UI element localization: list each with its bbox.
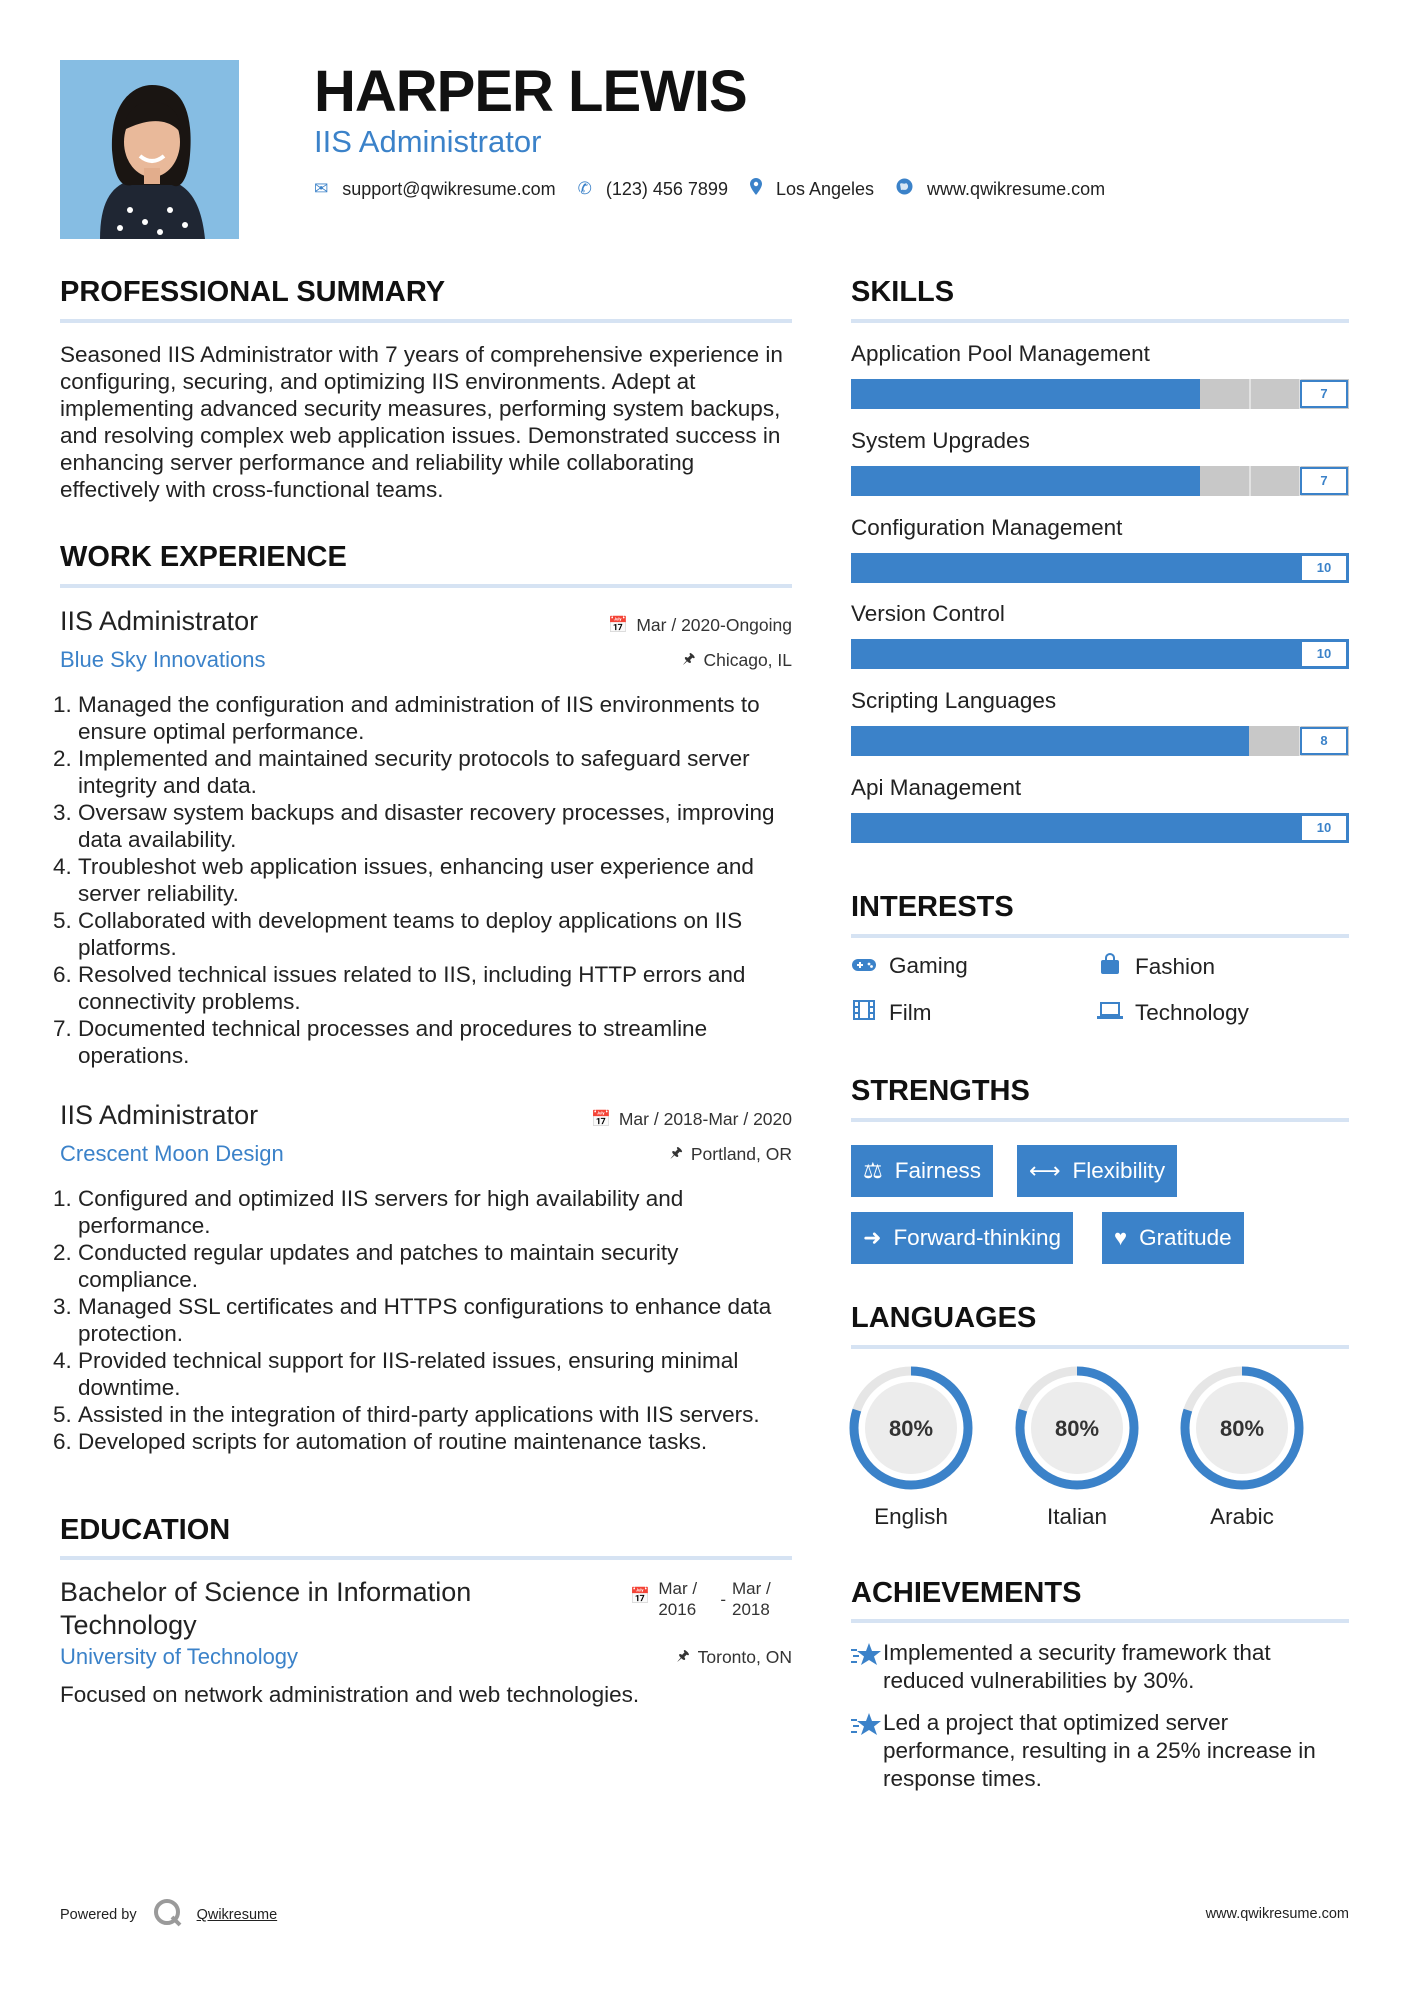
skill-bar bbox=[851, 726, 1349, 756]
envelope-icon: ✉ bbox=[314, 179, 329, 198]
skill-name: Application Pool Management bbox=[851, 341, 1150, 366]
skill-bar-segment bbox=[1249, 466, 1251, 496]
strength-tag bbox=[851, 1212, 1073, 1264]
skill-bar-segment bbox=[1249, 379, 1251, 409]
language-percent: 80% bbox=[1054, 1416, 1100, 1441]
education-end: Mar / 2018 bbox=[732, 1579, 771, 1619]
job-entry bbox=[60, 1100, 792, 1455]
job-location bbox=[670, 1142, 792, 1166]
job-bullets bbox=[60, 1185, 792, 1455]
strength-label: Gratitude bbox=[1139, 1225, 1232, 1250]
education-date-separator: - bbox=[720, 1590, 726, 1609]
interest-item bbox=[851, 953, 968, 979]
contact-email-text: support@qwikresume.com bbox=[342, 178, 556, 199]
languages-rule bbox=[851, 1345, 1349, 1349]
language-ring bbox=[1180, 1366, 1304, 1490]
contact-phone[interactable] bbox=[578, 179, 728, 200]
heart-icon: ♥ bbox=[1114, 1225, 1128, 1250]
education-location bbox=[677, 1645, 792, 1669]
strength-label: Forward-thinking bbox=[893, 1225, 1062, 1250]
experience-heading: WORK EXPERIENCE bbox=[60, 541, 347, 573]
language-ring bbox=[849, 1366, 973, 1490]
skill-value: 7 bbox=[1300, 380, 1348, 408]
job-role: IIS Administrator bbox=[60, 606, 259, 636]
globe-icon bbox=[896, 178, 913, 200]
job-entry bbox=[60, 606, 792, 1069]
pushpin-icon: 🖈 bbox=[676, 1647, 690, 1663]
achievement-text: Led a project that optimized server performance, resulting in a 25% increase in response times. bbox=[883, 1710, 1316, 1791]
skill-item bbox=[851, 428, 1349, 496]
skill-bar-fill bbox=[851, 726, 1249, 756]
arrow-right-icon: ➜ bbox=[863, 1225, 882, 1250]
balance-scale-icon: ⚖ bbox=[863, 1158, 883, 1183]
strengths-rule bbox=[851, 1118, 1349, 1122]
list-item: 6. Developed scripts for automation of routine maintenance tasks. bbox=[78, 1428, 792, 1455]
language-percent: 80% bbox=[888, 1416, 934, 1441]
summary-heading: PROFESSIONAL SUMMARY bbox=[60, 276, 446, 308]
skill-name: Version Control bbox=[851, 601, 1005, 626]
calendar-icon: 📅 bbox=[630, 1588, 651, 1605]
contact-email[interactable] bbox=[314, 179, 556, 200]
education-dates bbox=[630, 1578, 792, 1642]
skill-item bbox=[851, 775, 1349, 843]
skill-bar-fill bbox=[851, 639, 1349, 669]
skill-value: 7 bbox=[1300, 467, 1348, 495]
skill-bar bbox=[851, 813, 1349, 843]
list-item: 1. Configured and optimized IIS servers for high availability and performance. bbox=[78, 1185, 792, 1239]
pushpin-icon: 🖈 bbox=[669, 1144, 683, 1160]
education-rule bbox=[60, 1556, 792, 1560]
achievement-item bbox=[851, 1639, 1349, 1695]
list-item: 7. Documented technical processes and procedures to streamline operations. bbox=[78, 1015, 792, 1069]
film-icon bbox=[851, 1000, 877, 1026]
profile-photo-illustration bbox=[60, 60, 239, 239]
skill-bar bbox=[851, 379, 1349, 409]
skills-rule bbox=[851, 319, 1349, 323]
job-location bbox=[683, 648, 792, 672]
education-note: Focused on network administration and web technologies. bbox=[60, 1682, 640, 1707]
footer-powered-by bbox=[60, 1898, 277, 1932]
shopping-bag-icon bbox=[1097, 953, 1123, 981]
list-item: 2. Implemented and maintained security protocols to safeguard server integrity and data. bbox=[78, 745, 792, 799]
language-percent: 80% bbox=[1219, 1416, 1265, 1441]
summary-rule bbox=[60, 319, 792, 323]
calendar-icon: 📅 bbox=[608, 617, 629, 634]
job-dates bbox=[608, 615, 792, 636]
list-item: 6. Resolved technical issues related to IIS, including HTTP errors and connectivity problems. bbox=[78, 961, 792, 1015]
map-pin-icon bbox=[750, 178, 762, 200]
list-item: 1. Managed the configuration and administration of IIS environments to ensure optimal performance. bbox=[78, 691, 792, 745]
achievements-rule bbox=[851, 1619, 1349, 1623]
job-company: Blue Sky Innovations bbox=[60, 647, 266, 672]
education-heading: EDUCATION bbox=[60, 1514, 231, 1546]
laptop-icon bbox=[1097, 1000, 1123, 1026]
education-school: University of Technology bbox=[60, 1644, 299, 1669]
job-location-text: Portland, OR bbox=[690, 1143, 792, 1164]
language-item bbox=[1015, 1366, 1139, 1530]
contact-phone-text: (123) 456 7899 bbox=[605, 178, 728, 199]
interest-label: Technology bbox=[1135, 1000, 1249, 1025]
list-item: 5. Assisted in the integration of third-party applications with IIS servers. bbox=[78, 1401, 792, 1428]
powered-by-text: Powered by bbox=[60, 1907, 137, 1923]
skill-value: 10 bbox=[1300, 640, 1348, 668]
education-start: Mar / 2016 bbox=[658, 1579, 698, 1619]
list-item: 3. Oversaw system backups and disaster recovery processes, improving data availability. bbox=[78, 799, 792, 853]
contact-location-text: Los Angeles bbox=[775, 178, 875, 199]
qwikresume-logo-icon bbox=[153, 1898, 183, 1932]
contact-bar bbox=[314, 178, 1127, 200]
strength-tag bbox=[1102, 1212, 1244, 1264]
star-award-icon bbox=[851, 1639, 883, 1695]
languages-heading: LANGUAGES bbox=[851, 1302, 1037, 1334]
job-bullets bbox=[60, 691, 792, 1069]
list-item: 3. Managed SSL certificates and HTTPS configurations to enhance data protection. bbox=[78, 1293, 792, 1347]
skill-name: Scripting Languages bbox=[851, 688, 1057, 713]
skill-bar-fill bbox=[851, 553, 1349, 583]
gamepad-icon bbox=[851, 953, 877, 979]
language-name: English bbox=[874, 1504, 948, 1529]
skill-name: Configuration Management bbox=[851, 515, 1123, 540]
job-dates-text: Mar / 2018-Mar / 2020 bbox=[618, 1108, 792, 1129]
education-degree: Bachelor of Science in Information Technology bbox=[60, 1577, 472, 1640]
skill-item bbox=[851, 601, 1349, 669]
education-entry bbox=[60, 1576, 792, 1708]
list-item: 5. Collaborated with development teams to deploy applications on IIS platforms. bbox=[78, 907, 792, 961]
phone-icon: ✆ bbox=[577, 179, 592, 198]
interest-label: Film bbox=[889, 1000, 932, 1025]
contact-website-text: www.qwikresume.com bbox=[927, 178, 1106, 199]
calendar-icon: 📅 bbox=[590, 1111, 611, 1128]
footer-url[interactable]: www.qwikresume.com bbox=[1205, 1906, 1349, 1922]
language-name: Arabic bbox=[1210, 1504, 1274, 1529]
strength-tag bbox=[851, 1145, 993, 1197]
profile-photo bbox=[60, 60, 239, 239]
job-dates-text: Mar / 2020-Ongoing bbox=[636, 614, 792, 635]
interest-item bbox=[1097, 1000, 1249, 1026]
education-location-text: Toronto, ON bbox=[697, 1646, 792, 1667]
language-item bbox=[1180, 1366, 1304, 1530]
achievement-item bbox=[851, 1709, 1349, 1793]
language-ring bbox=[1015, 1366, 1139, 1490]
interest-label: Gaming bbox=[889, 953, 968, 978]
job-location-text: Chicago, IL bbox=[703, 649, 792, 670]
list-item: 4. Provided technical support for IIS-related issues, ensuring minimal downtime. bbox=[78, 1347, 792, 1401]
skill-bar-fill bbox=[851, 466, 1200, 496]
star-award-icon bbox=[851, 1709, 883, 1793]
candidate-title: IIS Administrator bbox=[314, 124, 542, 159]
interests-heading: INTERESTS bbox=[851, 891, 1014, 923]
job-dates bbox=[591, 1109, 792, 1130]
skill-bar bbox=[851, 639, 1349, 669]
experience-rule bbox=[60, 584, 792, 588]
strength-label: Fairness bbox=[894, 1158, 982, 1183]
skill-value: 8 bbox=[1300, 727, 1348, 755]
achievement-text: Implemented a security framework that reduced vulnerabilities by 30%. bbox=[883, 1640, 1271, 1693]
contact-location bbox=[750, 178, 874, 200]
contact-website[interactable] bbox=[896, 178, 1105, 200]
skill-bar bbox=[851, 466, 1349, 496]
skill-name: System Upgrades bbox=[851, 428, 1030, 453]
achievements-heading: ACHIEVEMENTS bbox=[851, 1577, 1082, 1609]
list-item: 2. Conducted regular updates and patches to maintain security compliance. bbox=[78, 1239, 792, 1293]
skill-bar-fill bbox=[851, 379, 1200, 409]
interests-rule bbox=[851, 934, 1349, 938]
skills-heading: SKILLS bbox=[851, 276, 955, 308]
candidate-name: HARPER LEWIS bbox=[314, 59, 747, 124]
job-role: IIS Administrator bbox=[60, 1100, 259, 1130]
pushpin-icon: 🖈 bbox=[682, 650, 696, 666]
skill-name: Api Management bbox=[851, 775, 1022, 800]
skill-bar-fill bbox=[851, 813, 1349, 843]
language-name: Italian bbox=[1046, 1504, 1108, 1529]
list-item: 4. Troubleshot web application issues, enhancing user experience and server reliability. bbox=[78, 853, 792, 907]
skill-item bbox=[851, 515, 1349, 583]
skill-value: 10 bbox=[1300, 554, 1348, 582]
strength-tag bbox=[1017, 1145, 1177, 1197]
strengths-heading: STRENGTHS bbox=[851, 1075, 1030, 1107]
interest-item bbox=[1097, 953, 1215, 981]
interest-item bbox=[851, 1000, 931, 1026]
skill-item bbox=[851, 341, 1349, 409]
skill-item bbox=[851, 688, 1349, 756]
qwikresume-link[interactable]: Qwikresume bbox=[196, 1907, 278, 1923]
skill-bar bbox=[851, 553, 1349, 583]
strength-label: Flexibility bbox=[1072, 1158, 1166, 1183]
skill-value: 10 bbox=[1300, 814, 1348, 842]
language-item bbox=[849, 1366, 973, 1530]
job-company: Crescent Moon Design bbox=[60, 1141, 284, 1166]
interest-label: Fashion bbox=[1135, 954, 1216, 979]
arrows-horizontal-icon: ⟷ bbox=[1029, 1158, 1061, 1183]
summary-text: Seasoned IIS Administrator with 7 years of comprehensive experience in configuring, securing, and optimizing IIS environments. Adept at implementing advanced security measures, performing system backups, and resolving complex web application issues. Demonstrated success in enhancing server performance and reliability while collaborating effectively with cross-functional teams. bbox=[60, 342, 783, 502]
